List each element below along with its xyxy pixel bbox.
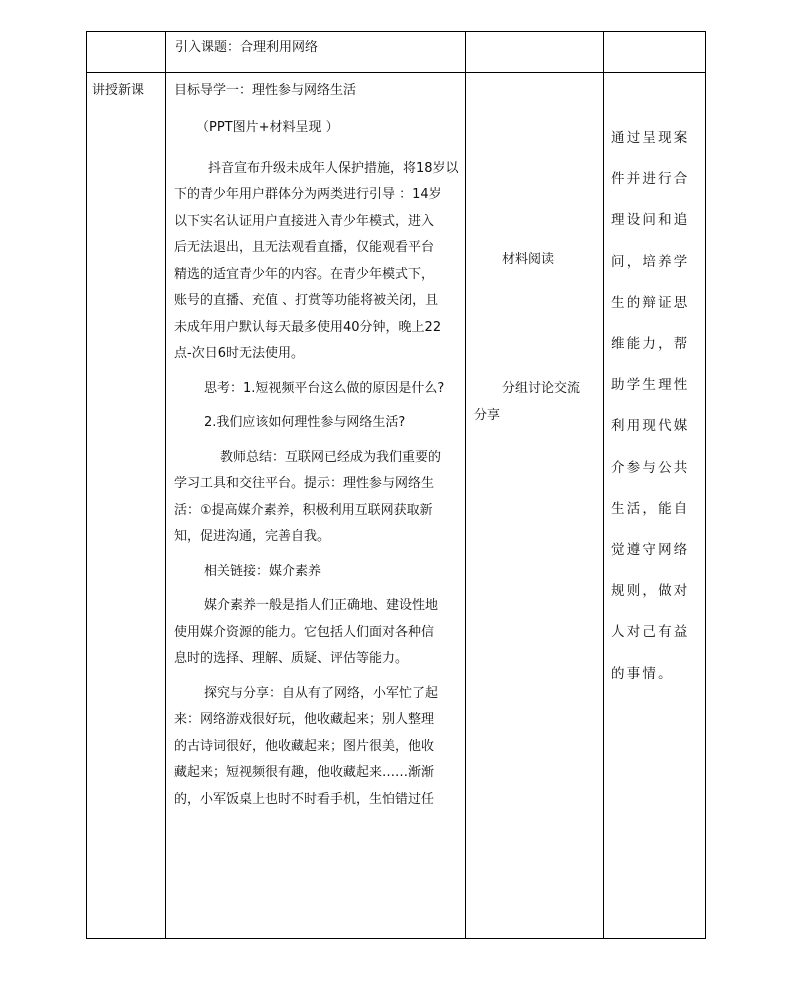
material-line: 下的青少年用户群体分为两类进行引导 ：14岁	[174, 187, 442, 202]
explore-line: 的，小军饭桌上也时不时看手机，生怕错过任	[174, 791, 435, 807]
intent-line: 件并进行合	[611, 171, 690, 188]
section-label-cell	[87, 73, 166, 939]
summary-line: 活：①提高媒介素养，积极利用互联网获取新	[174, 502, 433, 518]
media-literacy-paragraph	[174, 593, 461, 673]
material-line: 以下实名认证用户直接进入青少年模式，进入	[174, 213, 435, 229]
material-line: 抖音宣布升级未成年人保护措施，将18岁以	[208, 160, 459, 176]
material-line: 后无法退出，且无法观看直播，仅能观看平台	[174, 240, 435, 255]
explore-line: 探究与分享：自从有了网络，小军忙了起	[204, 685, 439, 701]
section-label-cell	[87, 32, 166, 73]
intent-line: 介参与公共	[611, 459, 690, 476]
activity-line: 分享	[474, 408, 501, 423]
activity-cell	[466, 32, 604, 73]
lesson-plan-table	[86, 31, 706, 939]
design-intent	[604, 73, 705, 695]
link-line: 息时的选择、理解、质疑、评估等能力。	[174, 651, 409, 666]
student-activity	[466, 73, 603, 938]
explore-line: 藏起来；短视频很有趣，他收藏起来……渐渐	[174, 765, 435, 780]
material-line: 账号的直播、充值 、打赏等功能将被关闭，且	[174, 293, 439, 308]
goal-heading: 目标导学一：理性参与网络生活	[174, 83, 357, 98]
table-row	[87, 32, 706, 73]
intent-line: 利用现代媒	[611, 418, 690, 435]
explore-share-paragraph	[174, 681, 461, 814]
material-paragraph	[174, 156, 461, 368]
intent-line: 助学生理性	[611, 377, 690, 394]
related-link-title: 相关链接：媒介素养	[204, 563, 322, 579]
activity-discussion	[474, 375, 580, 429]
intent-line: 通过呈现案	[611, 130, 690, 146]
intro-topic: 引入课题：合理利用网络	[175, 40, 319, 55]
question-2: 2.我们应该如何理性参与网络生活?	[204, 415, 406, 430]
intent-cell	[604, 73, 706, 939]
link-line: 媒介素养一般是指人们正确地、建设性地	[204, 598, 439, 613]
explore-line: 的古诗词很好，他收藏起来；图片很美，他收	[174, 738, 435, 754]
intent-line: 规则，做对	[611, 583, 690, 600]
link-line: 使用媒介资源的能力。它包括人们面对各种信	[174, 624, 435, 640]
intent-line: 觉遵守网络	[611, 542, 690, 559]
intent-line: 理设问和追	[611, 212, 690, 229]
summary-line: 知，促进沟通，完善自我。	[174, 529, 331, 544]
intent-line: 维能力，帮	[611, 336, 690, 353]
intent-line: 生活，能自	[611, 500, 690, 517]
activity-cell	[466, 73, 604, 939]
intent-line: 的事情。	[611, 665, 674, 682]
section-label	[87, 32, 165, 40]
summary-line: 教师总结：互联网已经成为我们重要的	[220, 449, 442, 465]
question-1: 思考：1.短视频平台这么做的原因是什么?	[204, 380, 445, 396]
summary-line: 学习工具和交往平台。提示：理性参与网络生	[174, 476, 435, 491]
intent-line: 问，培养学	[611, 253, 690, 270]
teaching-content	[166, 73, 465, 813]
content-cell	[166, 73, 466, 939]
material-line: 精选的适宜青少年的内容。在青少年模式下，	[174, 266, 435, 282]
activity-reading: 材料阅读	[502, 252, 555, 267]
intent-line: 生的辩证思	[611, 294, 690, 311]
explore-line: 来：网络游戏很好玩，他收藏起来；别人整理	[174, 712, 435, 727]
section-label: 讲授新课	[92, 83, 145, 98]
ppt-note: （PPT图片+材料呈现 ）	[196, 120, 339, 135]
intent-cell	[604, 32, 706, 73]
material-line: 点-次日6时无法使用。	[174, 346, 304, 361]
activity-line: 分组讨论交流	[502, 381, 581, 396]
intent-line: 人对己有益	[611, 624, 690, 641]
teacher-summary	[174, 445, 461, 551]
material-line: 未成年用户默认每天最多使用40分钟，晚上22	[174, 319, 442, 335]
content-cell	[166, 32, 466, 73]
table-row	[87, 73, 706, 939]
